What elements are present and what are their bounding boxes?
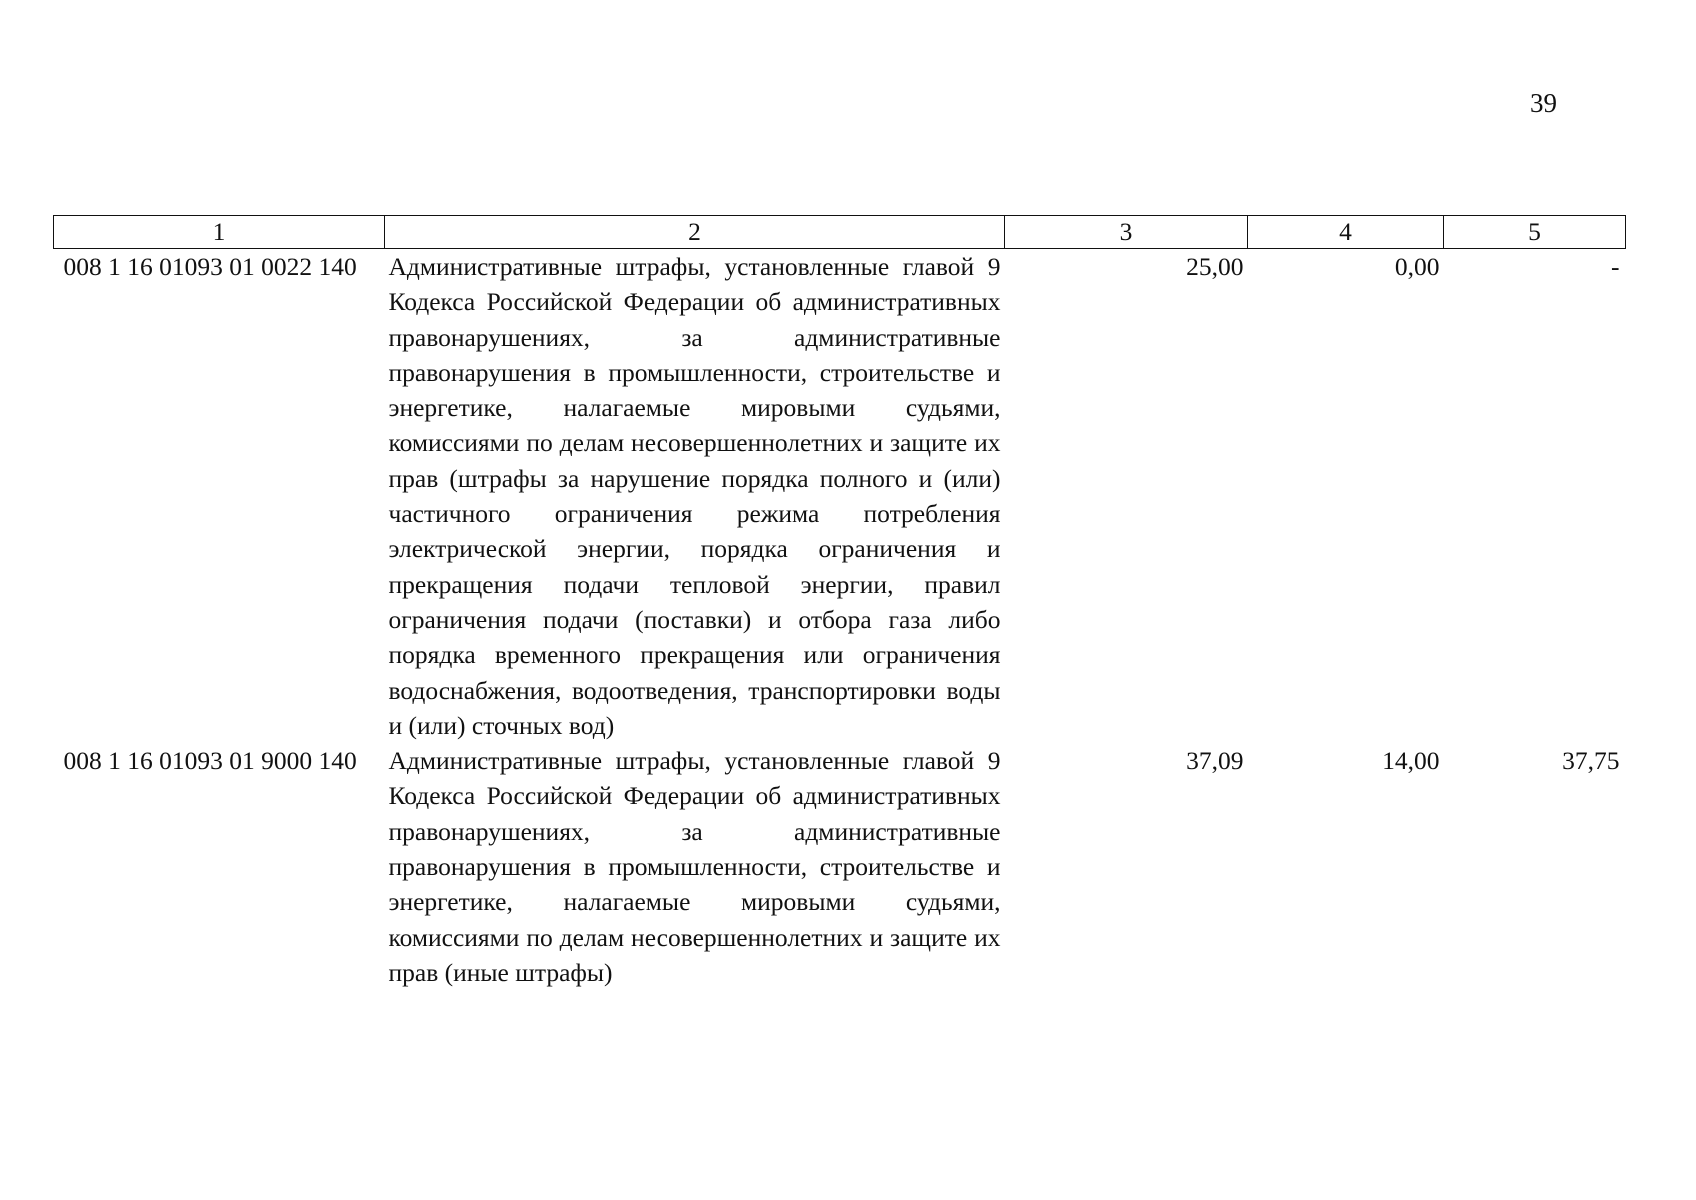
header-col-2: 2 — [385, 216, 1005, 249]
page-number: 39 — [1530, 88, 1557, 118]
value-col-3-cell: 25,00 — [1186, 252, 1244, 281]
header-col-1: 1 — [54, 216, 385, 249]
table-body — [54, 249, 1626, 991]
value-col-4-cell: 14,00 — [1382, 746, 1440, 776]
value-col-4-cell: 0,00 — [1394, 252, 1440, 281]
table-header — [54, 216, 1626, 249]
budget-code-cell: 008 1 16 01093 01 9000 140 — [63, 746, 357, 776]
table-row — [54, 249, 1626, 744]
budget-table — [53, 215, 1626, 990]
description-cell: Административные штрафы, установленные главой 9 Кодекса Российской Федерации об административных правонарушениях, за административные правонарушения в промышленности, строительстве и энергетике, налагаемые мировыми судьями, комиссиями по делам несовершеннолетних и защите их прав (иные штрафы) — [388, 746, 1001, 987]
value-col-5-cell: 37,75 — [1562, 746, 1620, 776]
value-col-5-cell: - — [1611, 252, 1620, 281]
value-col-3-cell: 37,09 — [1186, 746, 1244, 776]
header-col-4: 4 — [1248, 216, 1444, 249]
header-col-5: 5 — [1444, 216, 1626, 249]
header-row — [54, 216, 1626, 249]
header-col-3: 3 — [1005, 216, 1248, 249]
description-cell: Административные штрафы, установленные главой 9 Кодекса Российской Федерации об административных правонарушениях, за административные правонарушения в промышленности, строительстве и энергетике, налагаемые мировыми судьями, комиссиями по делам несовершеннолетних и защите их прав (штрафы за нарушение порядка полного и (или) частичного ограничения режима потребления электрической энергии, порядка ограничения и прекращения подачи тепловой энергии, правил ограничения подачи (поставки) и отбора газа либо порядка временного прекращения или ограничения водоснабжения, водоотведения, транспортировки воды и (или) сточных вод) — [388, 252, 1001, 740]
budget-code-cell: 008 1 16 01093 01 0022 140 — [63, 252, 357, 281]
table-row — [54, 743, 1626, 990]
